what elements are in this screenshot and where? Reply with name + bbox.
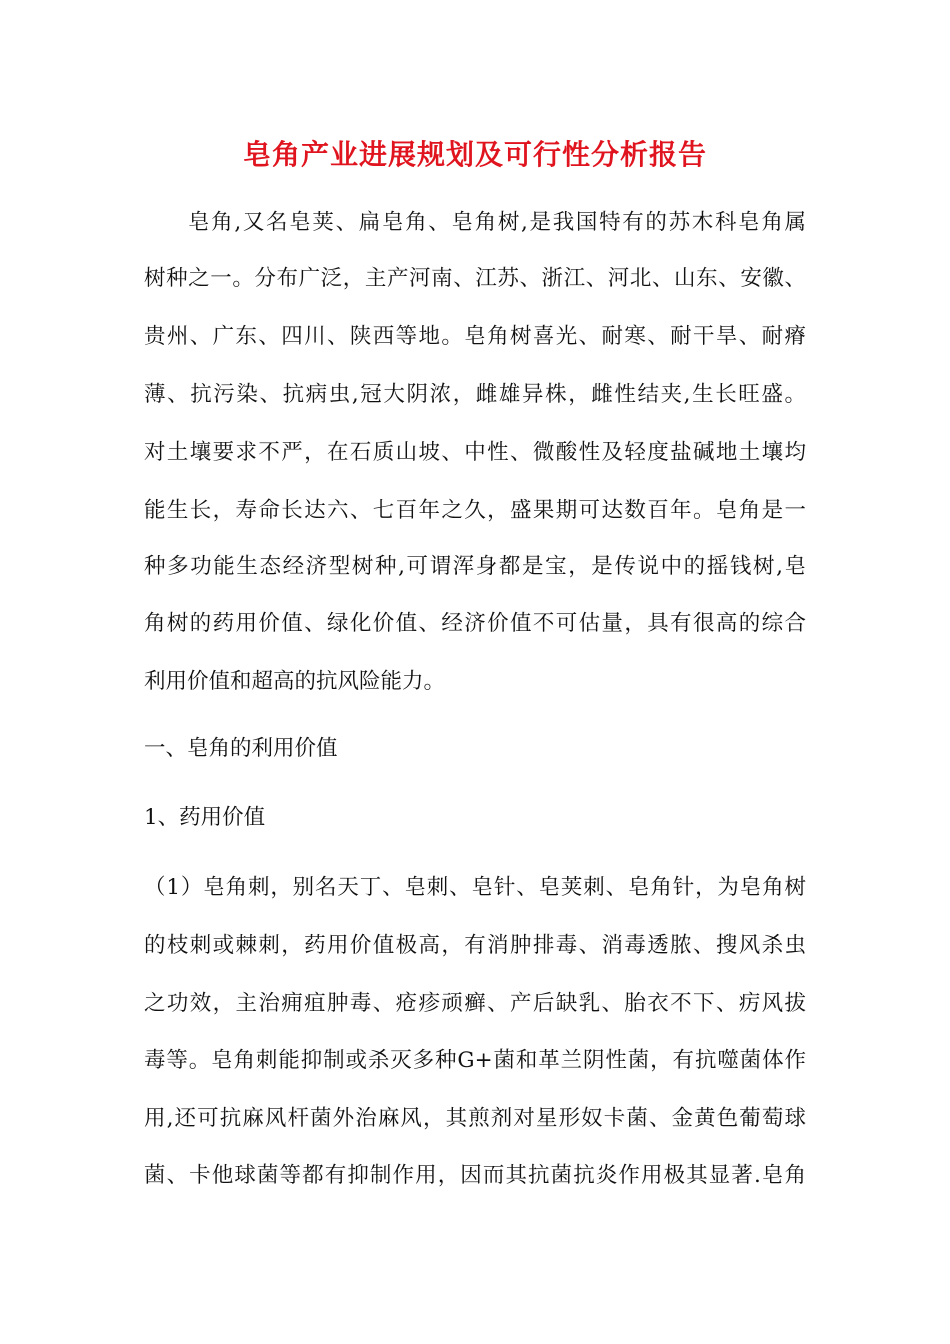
paragraph-line: 角树的药用价值、绿化价值、经济价值不可估量，具有很高的综合 <box>144 611 806 636</box>
paragraph-line: （1）皂角刺，别名天丁、皂刺、皂针、皂荚刺、皂角针，为皂角树 <box>144 875 806 900</box>
paragraph-line: 种多功能生态经济型树种,可谓浑身都是宝，是传说中的摇钱树,皂 <box>144 554 806 579</box>
paragraph-line: 菌、卡他球菌等都有抑制作用，因而其抗菌抗炎作用极其显著.皂角 <box>144 1163 806 1188</box>
paragraph-line: 贵州、广东、四川、陕西等地。皂角树喜光、耐寒、耐干旱、耐瘠 <box>144 324 806 349</box>
paragraph-line: 用,还可抗麻风杆菌外治麻风，其煎剂对星形奴卡菌、金黄色葡萄球 <box>144 1106 806 1131</box>
paragraph-line: 树种之一。分布广泛，主产河南、江苏、浙江、河北、山东、安徽、 <box>144 266 806 291</box>
subsection-heading: 1、药用价值 <box>144 805 266 830</box>
paragraph-line: 之功效，主治痈疽肿毒、疮疹顽癣、产后缺乳、胎衣不下、疠风拔 <box>144 991 806 1016</box>
paragraph-line: 毒等。皂角刺能抑制或杀灭多种G+菌和革兰阴性菌，有抗噬菌体作 <box>144 1048 806 1073</box>
paragraph-line: 对土壤要求不严，在石质山坡、中性、微酸性及轻度盐碱地土壤均 <box>144 440 806 465</box>
paragraph-line: 薄、抗污染、抗病虫,冠大阴浓，雌雄异株，雌性结夹,生长旺盛。 <box>144 382 806 407</box>
paragraph-line: 的枝刺或棘刺，药用价值极高，有消肿排毒、消毒透脓、搜风杀虫 <box>144 933 806 958</box>
paragraph-line: 能生长，寿命长达六、七百年之久，盛果期可达数百年。皂角是一 <box>144 498 806 523</box>
paragraph-line: 利用价值和超高的抗风险能力。 <box>144 669 446 694</box>
document-title: 皂角产业进展规划及可行性分析报告 <box>242 138 707 171</box>
section-heading: 一、皂角的利用价值 <box>144 736 338 761</box>
paragraph-line: 皂角,又名皂荚、扁皂角、皂角树,是我国特有的苏木科皂角属 <box>188 210 806 235</box>
